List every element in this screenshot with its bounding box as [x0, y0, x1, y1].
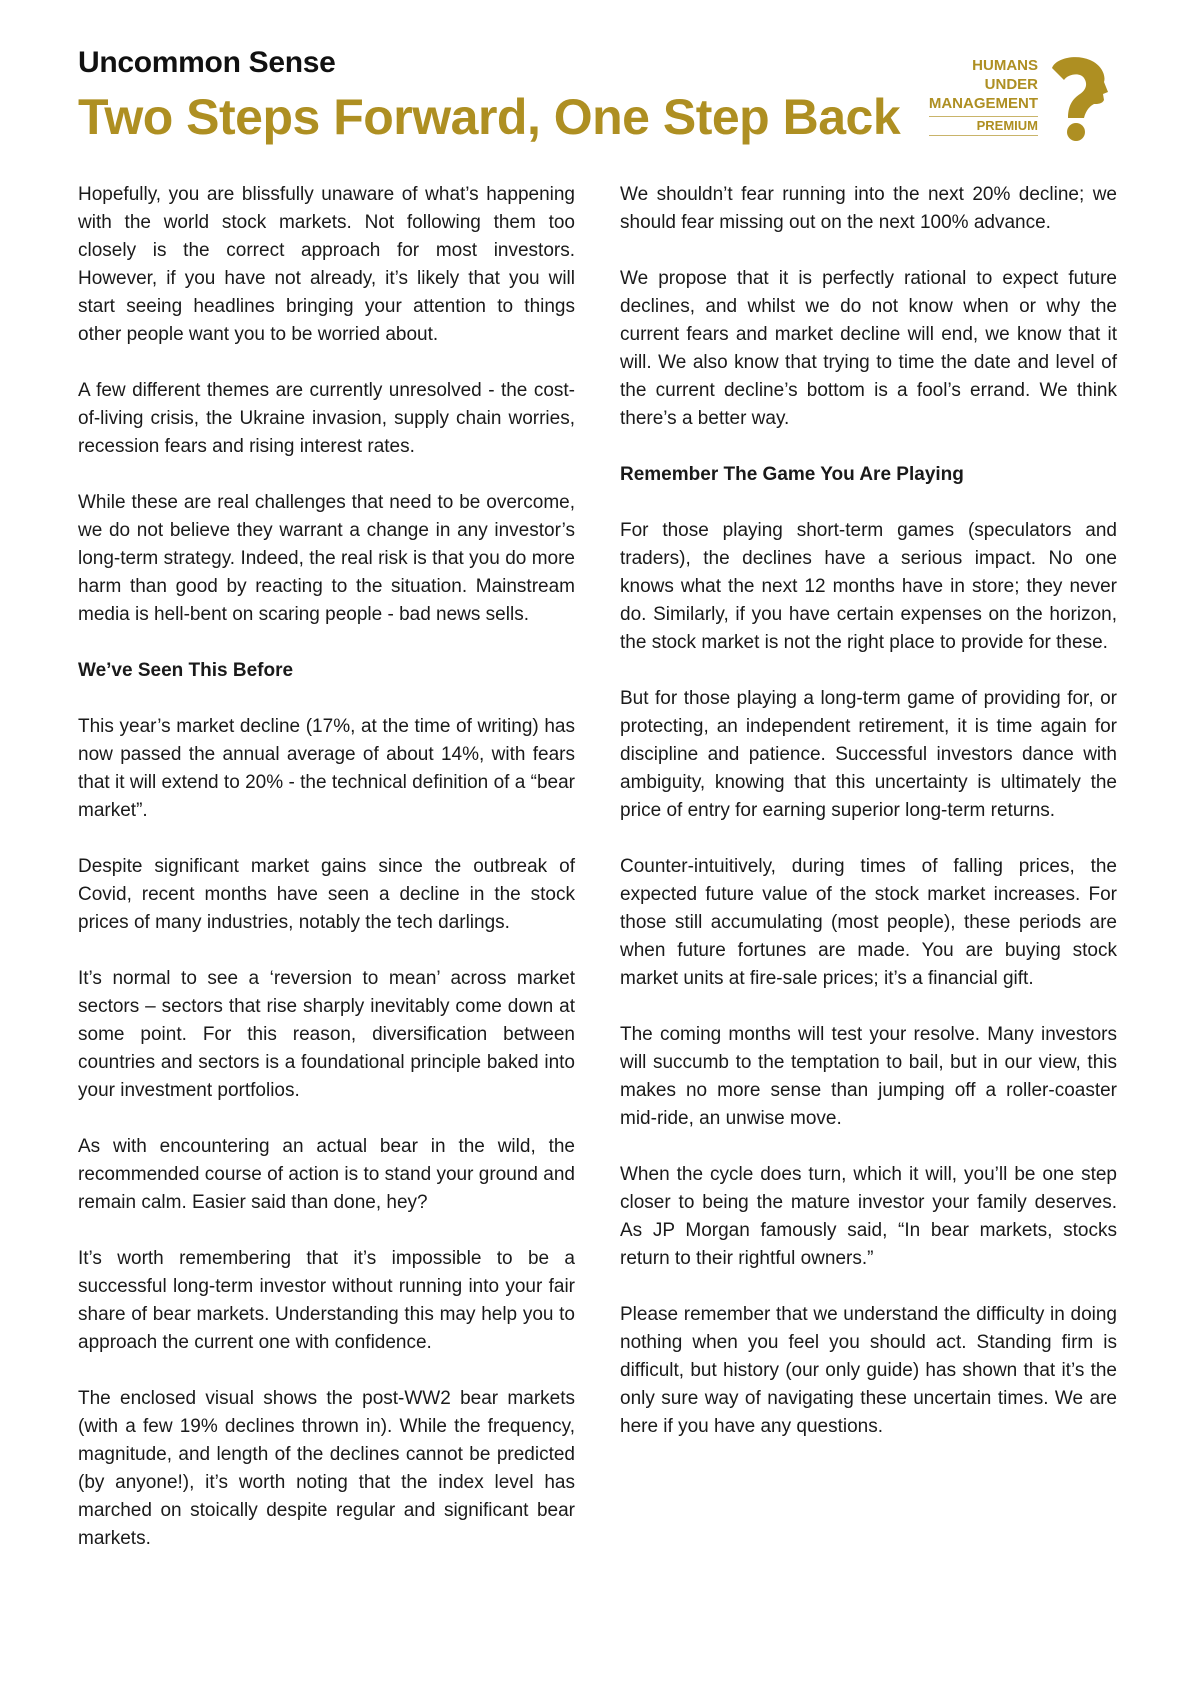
- question-head-icon: [1046, 56, 1118, 142]
- body-paragraph: The enclosed visual shows the post-WW2 bear markets (with a few 19% declines thrown in). While the frequency, magnitude, and length of the declines cannot be predicted (by anyone!), it’s worth noting that the index level has marched on stoically despite regular and significant bear markets.: [78, 1388, 575, 1549]
- body-paragraph: A few different themes are currently unresolved - the cost-of-living crisis, the Ukraine invasion, supply chain worries, recession fears and rising interest rates.: [78, 380, 575, 457]
- body-paragraph: Despite significant market gains since the outbreak of Covid, recent months have seen a decline in the stock prices of many industries, notably the tech darlings.: [78, 856, 575, 933]
- logo-line: HUMANS: [972, 57, 1038, 74]
- body-paragraph: The coming months will test your resolve. Many investors will succumb to the temptation to bail, but in our view, this makes no more sense than jumping off a roller-coaster mid-ride, an unwise move.: [620, 1024, 1117, 1129]
- humans-under-management-logo: [928, 56, 1118, 146]
- right-column: [620, 181, 1117, 1469]
- body-paragraph: This year’s market decline (17%, at the time of writing) has now passed the annual average of about 14%, with fears that it will extend to 20% - the technical definition of a “bear market”.: [78, 716, 575, 821]
- body-paragraph: It’s worth remembering that it’s impossible to be a successful long-term investor without running into your fair share of bear markets. Understanding this may help you to approach the current one with confidence.: [78, 1248, 575, 1353]
- body-paragraph: Counter-intuitively, during times of falling prices, the expected future value of the stock market increases. For those still accumulating (most people), these periods are when future fortunes are made. You are buying stock market units at fire-sale prices; it’s a financial gift.: [620, 856, 1117, 989]
- publication-kicker: Uncommon Sense: [78, 46, 336, 79]
- logo-line: UNDER: [984, 76, 1038, 93]
- body-paragraph: It’s normal to see a ‘reversion to mean’ across market sectors – sectors that rise sharply inevitably come down at some point. For this reason, diversification between countries and sectors is a foundational principle baked into your investment portfolios.: [78, 968, 575, 1101]
- body-paragraph: But for those playing a long-term game of providing for, or protecting, an independent retirement, it is time again for discipline and patience. Successful investors dance with ambiguity, knowing that this uncertainty is ultimately the price of entry for earning superior long-term returns.: [620, 688, 1117, 821]
- body-paragraph: Hopefully, you are blissfully unaware of what’s happening with the world stock markets. Not following them too closely is the correct approach for most investors. However, if you have not already, it’s likely that you will start seeing headlines bringing your attention to things other people want you to be worried about.: [78, 184, 575, 345]
- body-paragraph: We propose that it is perfectly rational to expect future declines, and whilst we do not know when or why the current fears and market decline will end, we know that it will. We also know that trying to time the date and level of the current decline’s bottom is a fool’s errand. We think there’s a better way.: [620, 268, 1117, 429]
- logo-wordmark: [929, 56, 1038, 136]
- page-title: Two Steps Forward, One Step Back: [78, 89, 901, 145]
- body-paragraph: Please remember that we understand the difficulty in doing nothing when you feel you should act. Standing firm is difficult, but history (our only guide) has shown that it’s the only sure way of navigating these uncertain times. We are here if you have any questions.: [620, 1304, 1117, 1437]
- section-heading: Remember The Game You Are Playing: [620, 464, 964, 485]
- body-paragraph: We shouldn’t fear running into the next 20% decline; we should fear missing out on the next 100% advance.: [620, 184, 1117, 233]
- logo-line: MANAGEMENT: [928, 95, 1038, 112]
- body-paragraph: For those playing short-term games (speculators and traders), the declines have a serious impact. No one knows what the next 12 months have in store; they never do. Similarly, if you have certain expenses on the horizon, the stock market is not the right place to provide for these.: [620, 520, 1117, 653]
- body-paragraph: When the cycle does turn, which it will, you’ll be one step closer to being the mature investor your family deserves. As JP Morgan famously said, “In bear markets, stocks return to their rightful owners.”: [620, 1164, 1117, 1269]
- left-column: [78, 181, 575, 1581]
- body-paragraph: As with encountering an actual bear in the wild, the recommended course of action is to stand your ground and remain calm. Easier said than done, hey?: [78, 1136, 575, 1213]
- logo-premium: PREMIUM: [929, 116, 1038, 136]
- body-paragraph: While these are real challenges that need to be overcome, we do not believe they warrant a change in any investor’s long-term strategy. Indeed, the real risk is that you do more harm than good by reacting to the situation. Mainstream media is hell-bent on scaring people - bad news sells.: [78, 492, 575, 625]
- section-heading: We’ve Seen This Before: [78, 660, 294, 681]
